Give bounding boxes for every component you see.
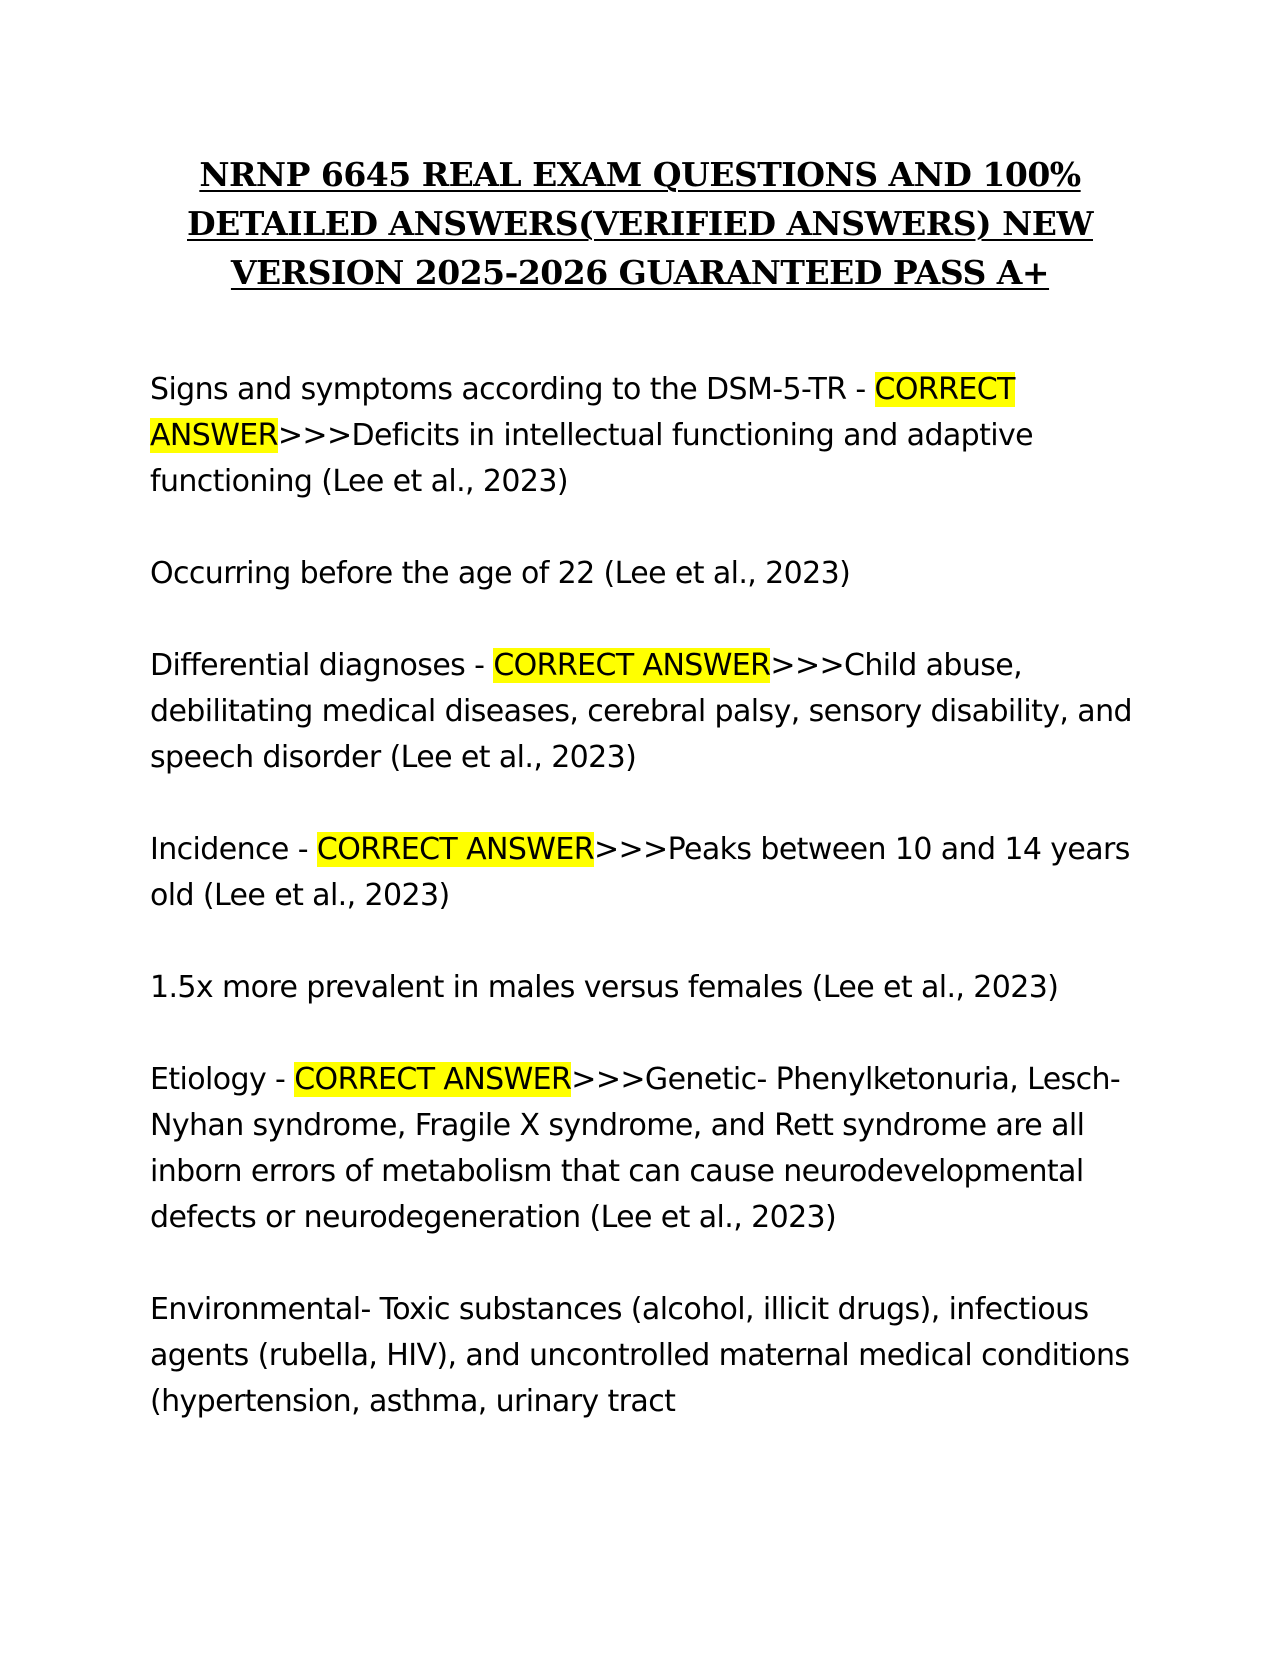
answer-text: Deficits in intellectual functioning and adaptive functioning (Lee et al., 2023) <box>150 418 1034 499</box>
paragraph-text: Occurring before the age of 22 (Lee et al., 2023) <box>150 556 851 591</box>
correct-answer-marker: CORRECT ANSWER <box>493 648 771 683</box>
answer-arrow: >>> <box>571 1062 645 1097</box>
text-paragraph <box>150 1287 1140 1425</box>
qa-entry <box>150 643 1140 781</box>
correct-answer-marker: CORRECT ANSWER <box>294 1062 572 1097</box>
document-title: NRNP 6645 REAL EXAM QUESTIONS AND 100% DETAILED ANSWERS(VERIFIED ANSWERS) NEW VERSION 2025-2026 GUARANTEED PASS A+ <box>187 155 1093 292</box>
qa-entry <box>150 1057 1140 1241</box>
text-paragraph <box>150 965 1140 1011</box>
question-text: Etiology - <box>150 1062 295 1097</box>
question-text: Differential diagnoses - <box>150 648 494 683</box>
document-body <box>150 367 1140 1471</box>
answer-arrow: >>> <box>277 418 352 453</box>
paragraph-text: 1.5x more prevalent in males versus females (Lee et al., 2023) <box>150 970 1059 1005</box>
answer-text: Peaks between 10 and 14 years old (Lee et al., 2023) <box>150 832 1130 913</box>
paragraph-text: Environmental- Toxic substances (alcohol, illicit drugs), infectious agents (rubella, HIV), and uncontrolled maternal medical conditions (hypertension, asthma, urinary tract <box>150 1292 1130 1419</box>
question-text: Incidence - <box>150 832 317 867</box>
correct-answer-marker: CORRECT ANSWER <box>316 832 594 867</box>
qa-entry <box>150 367 1140 505</box>
answer-text: Child abuse, debilitating medical diseases, cerebral palsy, sensory disability, and speech disorder (Lee et al., 2023) <box>150 648 1132 775</box>
answer-arrow: >>> <box>593 832 668 867</box>
text-paragraph <box>150 551 1140 597</box>
answer-arrow: >>> <box>770 648 845 683</box>
answer-text: Genetic- Phenylketonuria, Lesch-Nyhan syndrome, Fragile X syndrome, and Rett syndrome are all inborn errors of metabolism that can cause neurodevelopmental defects or neurodegeneration (Lee et al., 2023) <box>150 1062 1121 1235</box>
correct-answer-marker: CORRECT ANSWER <box>150 372 1015 453</box>
question-text: Signs and symptoms according to the DSM-5-TR - <box>150 372 875 407</box>
qa-entry <box>150 827 1140 919</box>
